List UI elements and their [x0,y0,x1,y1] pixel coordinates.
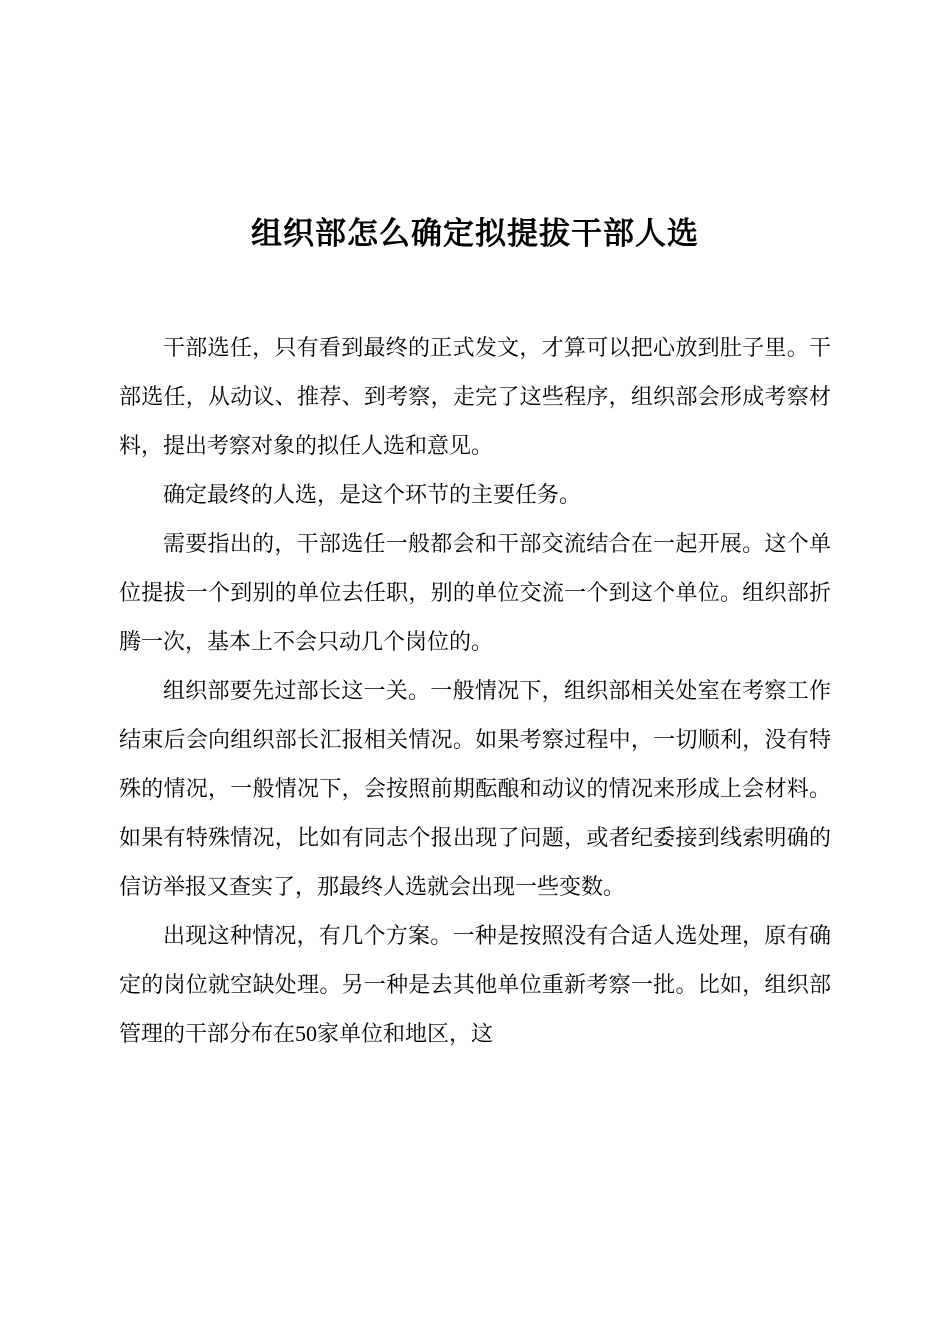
paragraph-1: 干部选任，只有看到最终的正式发文，才算可以把心放到肚子里。干部选任，从动议、推荐、到考察，走完了这些程序，组织部会形成考察材料，提出考察对象的拟任人选和意见。 [119,335,831,458]
paragraph-2: 确定最终的人选，是这个环节的主要任务。 [163,482,582,507]
paragraph-5: 出现这种情况，有几个方案。一种是按照没有合适人选处理，原有确定的岗位就空缺处理。另一种是去其他单位重新考察一批。比如，组织部管理的干部分布在50家单位和地区，这 [119,923,831,1046]
document-title: 组织部怎么确定拟提拔干部人选 [251,216,699,251]
paragraph-3: 需要指出的，干部选任一般都会和干部交流结合在一起开展。这个单位提拔一个到别的单位去任职，别的单位交流一个到这个单位。组织部折腾一次，基本上不会只动几个岗位的。 [119,531,831,654]
document-body [119,323,831,1058]
paragraph-4: 组织部要先过部长这一关。一般情况下，组织部相关处室在考察工作结束后会向组织部长汇报相关情况。如果考察过程中，一切顺利，没有特殊的情况，一般情况下，会按照前期酝酿和动议的情况来形成上会材料。如果有特殊情况，比如有同志个报出现了问题，或者纪委接到线索明确的信访举报又查实了，那最终人选就会出现一些变数。 [119,678,831,899]
